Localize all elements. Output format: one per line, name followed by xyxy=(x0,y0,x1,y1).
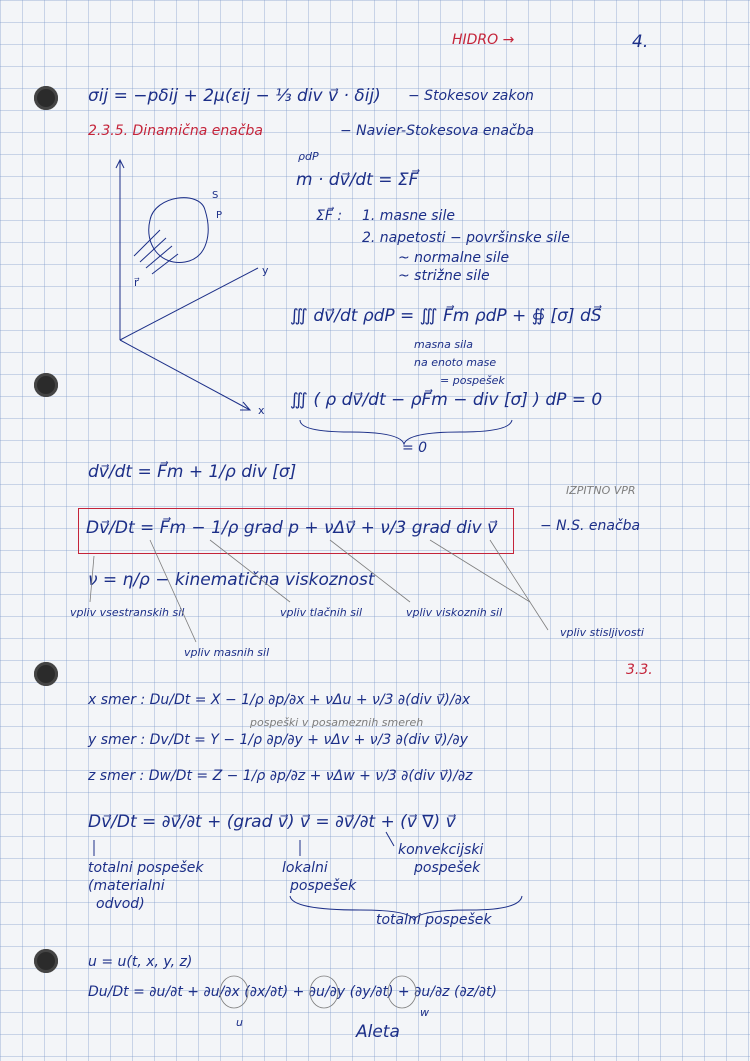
axis-label-y: y xyxy=(262,264,269,277)
force-normal: ~ normalne sile xyxy=(398,250,510,266)
signature: Aleta xyxy=(356,1022,400,1042)
chain-w-note: w xyxy=(420,1006,429,1019)
chain-rule-circles xyxy=(220,976,416,1008)
exam-question-note: IZPITNO VPR xyxy=(566,484,636,497)
section-heading-rest: − Navier-Stokesova enačba xyxy=(340,123,535,139)
newton-equation: m · dv⃗/dt = ΣF⃗ xyxy=(296,170,419,190)
label-position-vector: r⃗ xyxy=(134,276,139,289)
chain-rule-equation: Du/Dt = ∂u/∂t + ∂u/∂x (∂x/∂t) + ∂u/∂y (∂y/∂t) + ∂u/∂z (∂z/∂t) xyxy=(88,984,497,1000)
pencil-note-accelerations: pospeški v posameznih smereh xyxy=(250,716,424,729)
total-acceleration-brace-label: totalni pospešek xyxy=(376,912,492,928)
convective-label: konvekcijski xyxy=(398,842,484,858)
zero-underbrace xyxy=(300,420,512,444)
influence-inertial-forces: vpliv vsestranskih sil xyxy=(70,606,185,619)
force-shear: ~ strižne sile xyxy=(398,268,490,284)
influence-pressure-forces: vpliv tlačnih sil xyxy=(280,606,363,619)
note-mass-force: masna sila xyxy=(414,338,473,351)
material-label: (materialni xyxy=(88,878,165,894)
label-surface: S xyxy=(212,190,219,201)
rho-dp-label: ρdP xyxy=(298,150,319,163)
total-acceleration-label: totalni pospešek xyxy=(88,860,204,876)
control-volume-icon xyxy=(149,198,208,263)
derivative-label: odvod) xyxy=(96,896,145,912)
reference-3-3: 3.3. xyxy=(626,662,653,678)
force-mass: 1. masne sile xyxy=(362,208,455,224)
integral-zero-equation: ∭ ( ρ dv⃗/dt − ρF⃗m − div [σ] ) dP = 0 xyxy=(290,390,603,410)
axis-label-x: x xyxy=(258,404,265,417)
influence-compressibility: vpliv stisljivosti xyxy=(560,626,644,639)
note-per-unit-mass: na enoto mase xyxy=(414,356,497,369)
label-volume: P xyxy=(216,210,223,221)
force-stress: 2. napetosti − površinske sile xyxy=(362,230,570,246)
influence-mass-forces: vpliv masnih sil xyxy=(184,646,270,659)
influence-viscous-forces: vpliv viskoznih sil xyxy=(406,606,503,619)
forces-heading: ΣF⃗ : xyxy=(316,208,343,224)
material-derivative-equation: Dv⃗/Dt = ∂v⃗/∂t + (grad v⃗) v⃗ = ∂v⃗/∂t + (v⃗ ∇) v⃗ xyxy=(88,812,456,832)
stokes-law-equation: σij = −pδij + 2μ(εij − ⅓ div v⃗ · δij) xyxy=(88,86,381,106)
local-acceleration-label: pospešek xyxy=(290,878,357,894)
navier-stokes-equation: Dv⃗/Dt = F⃗m − 1/ρ grad p + νΔv⃗ + ν/3 grad div v⃗ xyxy=(86,518,498,538)
u-function-definition: u = u(t, x, y, z) xyxy=(88,954,193,970)
integral-equation: ∭ dv⃗/dt ρdP = ∭ F⃗m ρdP + ∯ [σ] dS⃗ xyxy=(290,306,602,326)
z-direction-equation: z smer : Dw/Dt = Z − 1/ρ ∂p/∂z + νΔw + ν/3 ∂(div v⃗)/∂z xyxy=(88,768,473,784)
velocity-derivative-equation: dv⃗/dt = F⃗m + 1/ρ div [σ] xyxy=(88,462,297,482)
navier-stokes-label: − N.S. enačba xyxy=(540,518,641,534)
page-number: 4. xyxy=(632,32,649,52)
chain-u-note: u xyxy=(236,1016,243,1029)
page-header-title: HIDRO → xyxy=(452,32,515,48)
local-label: lokalni xyxy=(282,860,328,876)
down-arrows xyxy=(94,832,394,856)
section-heading: 2.3.5. Dinamična enačba xyxy=(88,123,263,139)
equals-zero: = 0 xyxy=(402,440,428,456)
influence-arrows xyxy=(90,540,548,642)
total-acceleration-brace xyxy=(290,896,522,920)
x-direction-equation: x smer : Du/Dt = X − 1/ρ ∂p/∂x + νΔu + ν/3 ∂(div v⃗)/∂x xyxy=(88,692,471,708)
stokes-law-name: − Stokesov zakon xyxy=(408,88,534,104)
y-direction-equation: y smer : Dv/Dt = Y − 1/ρ ∂p/∂y + νΔv + ν/3 ∂(div v⃗)/∂y xyxy=(88,732,468,748)
note-acceleration: = pospešek xyxy=(440,374,505,387)
convective-acceleration-label: pospešek xyxy=(414,860,481,876)
kinematic-viscosity-definition: ν = η/ρ − kinematična viskoznost xyxy=(88,570,375,590)
